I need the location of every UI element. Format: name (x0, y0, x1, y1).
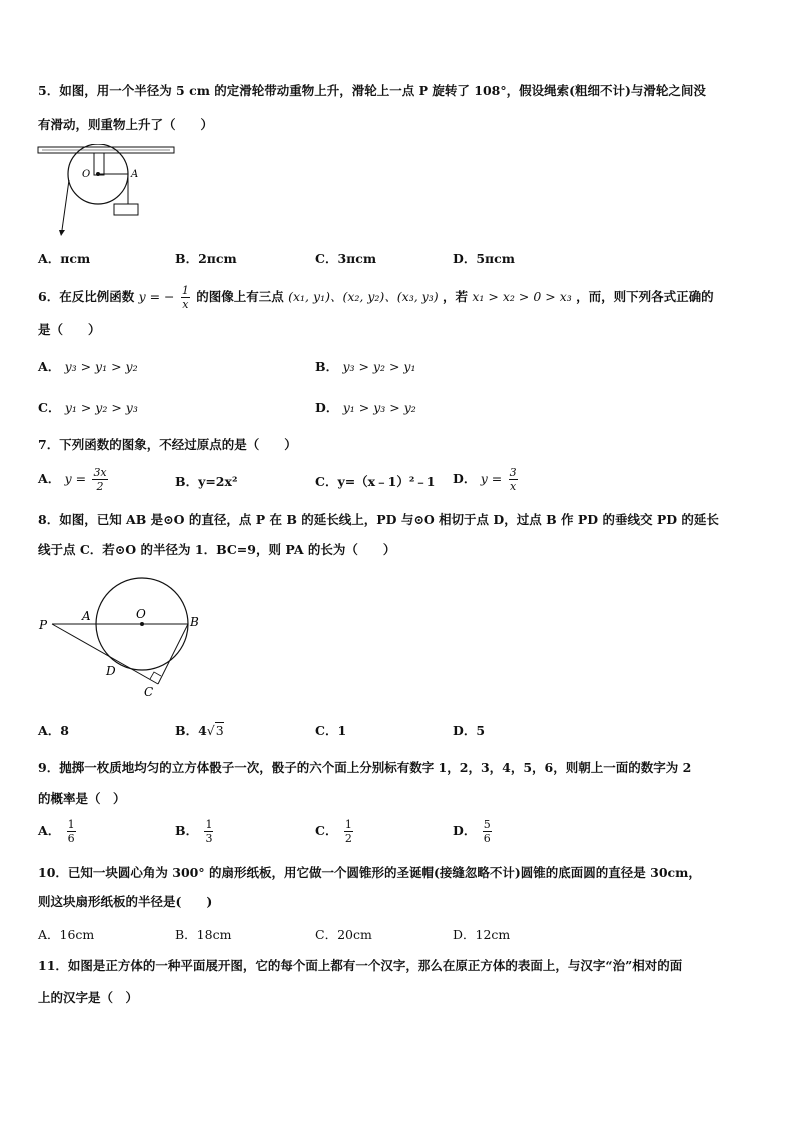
q9-stem-line1: 9．抛掷一枚质地均匀的立方体骰子一次，骰子的六个面上分别标有数字 1，2，3，4，5，6，则朝上一面的数字为 2 (38, 760, 692, 775)
label-a: A (82, 609, 91, 623)
q5-option-b[interactable]: B．2πcm (175, 251, 237, 266)
q9-option-a-fraction (67, 818, 76, 845)
q9-option-c-label: C． (315, 823, 338, 838)
weight-block (114, 204, 138, 215)
q6-suffix: ，而，则下列各式正确的 (576, 289, 714, 304)
q6-option-d[interactable] (315, 399, 416, 417)
q6-option-c[interactable] (38, 399, 138, 417)
q8-stem-line2: 线于点 C．若⊙O 的半径为 1．BC=9，则 PA 的长为（ ） (38, 542, 396, 557)
label-p: P (39, 618, 48, 632)
q9-option-c-num: 1 (344, 818, 352, 831)
q7-option-a-den: 2 (92, 479, 107, 493)
q7-option-d-num: 3 (509, 466, 517, 479)
q10-option-b[interactable]: B．18cm (175, 927, 232, 942)
q7-option-a-lhs: y = (64, 471, 87, 486)
q9-option-a-label: A． (38, 823, 61, 838)
q7-option-c[interactable]: C．y=（x﹣1）²﹣1 (315, 474, 436, 489)
q5-stem-line1: 5．如图，用一个半径为 5 cm 的定滑轮带动重物上升，滑轮上一点 P 旋转了 108°，假设绳索(粗细不计)与滑轮之间没 (38, 83, 706, 98)
q7-option-a-label: A． (38, 471, 61, 486)
q6-option-b[interactable] (315, 358, 416, 376)
q11-stem-line2: 上的汉字是（ ） (38, 990, 139, 1005)
left-rope (62, 180, 69, 230)
q6-points: (x₁, y₁)、(x₂, y₂)、(x₃, y₃) (288, 289, 439, 304)
q9-option-c[interactable] (315, 818, 355, 845)
q9-stem-line2: 的概率是（ ） (38, 791, 126, 806)
q6-option-d-expr: y₁ > y₃ > y₂ (342, 400, 416, 415)
q9-option-d-den: 6 (483, 832, 491, 845)
pulley-bracket (94, 153, 104, 175)
q6-func-lhs: y = − (138, 289, 175, 304)
q7-option-d-label: D． (453, 471, 477, 486)
q6-func-den: x (182, 298, 189, 311)
q6-option-d-label: D． (315, 400, 339, 415)
q5-option-d[interactable]: D．5πcm (453, 251, 516, 266)
q10-option-d[interactable]: D．12cm (453, 927, 511, 942)
tangent-pc (52, 624, 158, 684)
q9-option-b-label: B． (175, 823, 199, 838)
q7-option-d-lhs: y = (480, 471, 503, 486)
q9-option-d-num: 5 (483, 818, 491, 831)
q8-option-b[interactable]: B．4√3 (175, 723, 224, 738)
q6-condition: x₁ > x₂ > 0 > x₃ (472, 289, 572, 304)
q6-option-c-label: C． (38, 400, 61, 415)
q9-option-a-num: 1 (67, 818, 75, 831)
q8-option-b-label: B．4 (175, 723, 207, 738)
q5-stem-line2: 有滑动，则重物上升了（ ） (38, 117, 214, 132)
q6-option-a-label: A． (38, 359, 61, 374)
q10-option-c[interactable]: C．20cm (315, 927, 372, 942)
q9-option-b-num: 1 (205, 818, 213, 831)
q10-stem-line1: 10．已知一块圆心角为 300° 的扇形纸板，用它做一个圆锥形的圣诞帽(接缝忽略不计)圆锥的底面圆的直径是 30cm， (38, 865, 701, 880)
right-angle-mark (150, 672, 161, 679)
q6-condition-prefix: ，若 (443, 289, 469, 304)
q6-func-num: 1 (181, 284, 189, 297)
label-a: A (131, 169, 139, 180)
q7-option-b[interactable]: B．y=2x² (175, 474, 238, 489)
q5-pulley-figure (36, 144, 186, 236)
q7-option-a-fraction (92, 466, 107, 493)
label-o: O (82, 169, 91, 180)
label-b: B (190, 615, 199, 629)
q9-option-c-fraction (344, 818, 353, 845)
q11-stem-line1: 11．如图是正方体的一种平面展开图，它的每个面上都有一个汉字，那么在原正方体的表面上，与汉字“治”相对的面 (38, 958, 683, 973)
q6-option-a-expr: y₃ > y₁ > y₂ (64, 359, 138, 374)
q7-option-a-num: 3x (93, 466, 107, 479)
q7-stem: 7．下列函数的图象，不经过原点的是（ ） (38, 437, 297, 452)
q7-option-d[interactable] (453, 466, 520, 493)
q10-stem-line2: 则这块扇形纸板的半径是( ) (38, 894, 213, 909)
q9-option-a[interactable] (38, 818, 78, 845)
q6-option-c-expr: y₁ > y₂ > y₃ (64, 400, 138, 415)
label-c: C (144, 685, 154, 699)
q6-middle: 的图像上有三点 (196, 289, 284, 304)
q8-option-d[interactable]: D．5 (453, 723, 486, 738)
q10-option-a[interactable]: A．16cm (38, 927, 95, 942)
label-o: O (136, 607, 146, 621)
q8-circle-figure (36, 574, 206, 704)
q8-option-c[interactable]: C．1 (315, 723, 347, 738)
q5-option-a[interactable]: A．πcm (38, 251, 91, 266)
q6-option-b-expr: y₃ > y₂ > y₁ (342, 359, 416, 374)
q7-option-d-fraction (509, 466, 518, 493)
line-bc (158, 624, 188, 684)
q6-stem-line1 (38, 284, 714, 311)
q7-option-a[interactable] (38, 466, 110, 493)
q9-option-b[interactable] (175, 818, 215, 845)
q9-option-d-fraction (483, 818, 492, 845)
q8-option-a[interactable]: A．8 (38, 723, 69, 738)
label-d: D (106, 664, 116, 678)
q8-stem-line1: 8．如图，已知 AB 是⊙O 的直径，点 P 在 B 的延长线上，PD 与⊙O 相切于点 D，过点 B 作 PD 的垂线交 PD 的延长 (38, 512, 719, 527)
q6-option-a[interactable] (38, 358, 138, 376)
q7-option-d-den: x (509, 480, 517, 493)
q6-func-fraction (181, 284, 190, 311)
q6-option-b-label: B． (315, 359, 339, 374)
q9-option-b-den: 3 (205, 832, 213, 845)
q9-option-d-label: D． (453, 823, 477, 838)
q8-option-b-radicand: 3 (215, 723, 224, 738)
q6-prefix: 6．在反比例函数 (38, 289, 135, 304)
q9-option-b-fraction (204, 818, 213, 845)
q9-option-c-den: 2 (344, 832, 352, 845)
q9-option-d[interactable] (453, 818, 494, 845)
q5-option-c[interactable]: C．3πcm (315, 251, 377, 266)
q6-stem-line2: 是（ ） (38, 322, 101, 337)
q9-option-a-den: 6 (67, 832, 75, 845)
